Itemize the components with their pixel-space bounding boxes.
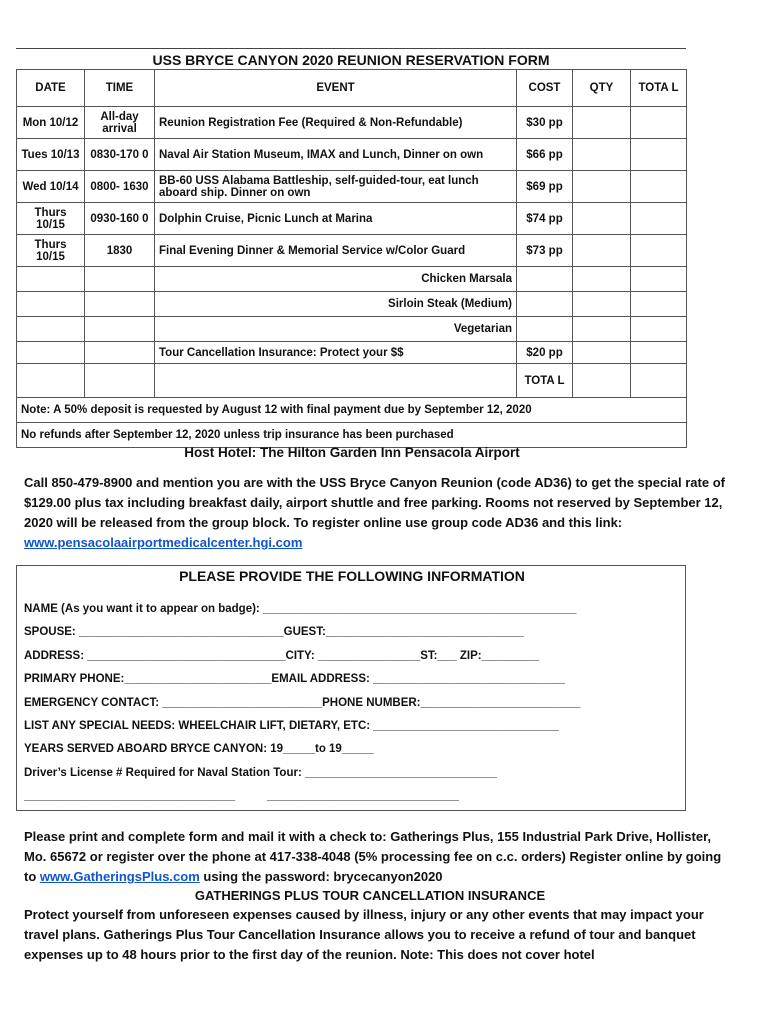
spouse-guest-field[interactable]: SPOUSE: ________________________________GUEST:_______________________________ bbox=[24, 626, 525, 638]
refund-note: No refunds after September 12, 2020 unless trip insurance has been purchased bbox=[17, 423, 687, 448]
top-rule bbox=[16, 48, 686, 49]
row-date: Thurs 10/15 bbox=[17, 235, 85, 267]
row-time: 0930-160 0 bbox=[85, 203, 155, 235]
total-cell[interactable] bbox=[631, 235, 687, 267]
header-event: EVENT bbox=[155, 70, 517, 107]
row-cost: $74 pp bbox=[517, 203, 573, 235]
meal-option-row bbox=[17, 292, 687, 317]
table-row bbox=[17, 139, 687, 171]
qty-cell[interactable] bbox=[573, 235, 631, 267]
mail-paragraph bbox=[24, 827, 724, 887]
grand-total-label: TOTA L bbox=[517, 364, 573, 398]
insurance-paragraph: Protect yourself from unforeseen expenses caused by illness, injury or any other events that may impact your travel plans. Gatherings Plus Tour Cancellation Insurance allows you to receive a refund of tour and banquet expenses up to 48 hours prior to the first day of the reunion. Note: This does not cover hotel bbox=[24, 907, 704, 962]
meal-option-row bbox=[17, 317, 687, 342]
table-row bbox=[17, 203, 687, 235]
table-row bbox=[17, 107, 687, 139]
form-title: USS BRYCE CANYON 2020 REUNION RESERVATION FORM bbox=[152, 52, 550, 68]
row-time: All-day arrival bbox=[85, 107, 155, 139]
row-cost: $69 pp bbox=[517, 171, 573, 203]
header-qty: QTY bbox=[573, 70, 631, 107]
row-cost: $73 pp bbox=[517, 235, 573, 267]
qty-cell[interactable] bbox=[573, 292, 631, 317]
years-served-field[interactable]: YEARS SERVED ABOARD BRYCE CANYON: 19_____to 19_____ bbox=[24, 743, 374, 755]
grand-total-cell[interactable] bbox=[631, 364, 687, 398]
total-cell[interactable] bbox=[631, 139, 687, 171]
total-cell[interactable] bbox=[631, 107, 687, 139]
total-cell[interactable] bbox=[631, 292, 687, 317]
meal-option-row bbox=[17, 267, 687, 292]
reservation-table bbox=[16, 69, 687, 448]
meal-option: Sirloin Steak (Medium) bbox=[155, 292, 517, 317]
total-cell[interactable] bbox=[631, 171, 687, 203]
total-cell[interactable] bbox=[631, 203, 687, 235]
mail-text-2: using the password: brycecanyon2020 bbox=[199, 869, 443, 884]
mail-text: Please print and complete form and mail it with a check to: Gatherings Plus, 155 Industrial Park Drive, Hollister, Mo. 65672 or register over the phone at 417-338-4048 (5% processing fee on c.c. orders) Register online by going to bbox=[24, 829, 722, 884]
row-cost: $30 pp bbox=[517, 107, 573, 139]
row-event: Reunion Registration Fee (Required & Non-Refundable) bbox=[155, 107, 517, 139]
row-time: 0800- 1630 bbox=[85, 171, 155, 203]
total-cell[interactable] bbox=[631, 342, 687, 364]
row-date: Thurs 10/15 bbox=[17, 203, 85, 235]
hotel-heading: Host Hotel: The Hilton Garden Inn Pensacola Airport bbox=[184, 445, 520, 460]
emergency-contact-field[interactable]: EMERGENCY CONTACT: _________________________PHONE NUMBER:_________________________ bbox=[24, 697, 581, 709]
row-cost: $66 pp bbox=[517, 139, 573, 171]
gatherings-link[interactable]: www.GatheringsPlus.com bbox=[39, 869, 200, 884]
phone-email-field[interactable]: PRIMARY PHONE:_______________________EMAIL ADDRESS: ______________________________ bbox=[24, 673, 565, 685]
row-time: 0830-170 0 bbox=[85, 139, 155, 171]
row-event: BB-60 USS Alabama Battleship, self-guided-tour, eat lunch aboard ship. Dinner on own bbox=[155, 171, 517, 203]
header-time: TIME bbox=[85, 70, 155, 107]
qty-cell[interactable] bbox=[573, 267, 631, 292]
name-field[interactable]: NAME (As you want it to appear on badge): _________________________________________________ bbox=[24, 603, 577, 615]
table-row bbox=[17, 171, 687, 203]
insurance-event: Tour Cancellation Insurance: Protect your $$ bbox=[155, 342, 517, 364]
total-cell[interactable] bbox=[631, 317, 687, 342]
qty-cell[interactable] bbox=[573, 317, 631, 342]
info-title: PLEASE PROVIDE THE FOLLOWING INFORMATION bbox=[179, 568, 525, 584]
hotel-text: Call 850-479-8900 and mention you are with the USS Bryce Canyon Reunion (code AD36) to get the special rate of $129.00 plus tax including breakfast daily, airport shuttle and free parking. Rooms not reserved by September 12, 2020 will be released from the group block. To register online use group code AD36 and this link: bbox=[24, 475, 725, 530]
row-event: Dolphin Cruise, Picnic Lunch at Marina bbox=[155, 203, 517, 235]
hotel-paragraph bbox=[24, 473, 734, 553]
address-field[interactable]: ADDRESS: _______________________________CITY: ________________ST:___ ZIP:_________ bbox=[24, 650, 540, 662]
table-header-row bbox=[17, 70, 687, 107]
qty-cell[interactable] bbox=[573, 139, 631, 171]
meal-option: Vegetarian bbox=[155, 317, 517, 342]
extra-lines-field[interactable]: _________________________________ ______________________________ bbox=[24, 790, 459, 802]
header-date: DATE bbox=[17, 70, 85, 107]
total-cell[interactable] bbox=[631, 267, 687, 292]
qty-cell[interactable] bbox=[573, 203, 631, 235]
qty-cell[interactable] bbox=[573, 171, 631, 203]
qty-cell[interactable] bbox=[573, 342, 631, 364]
row-date: Mon 10/12 bbox=[17, 107, 85, 139]
insurance-heading: GATHERINGS PLUS TOUR CANCELLATION INSURANCE bbox=[194, 888, 546, 903]
drivers-license-field[interactable]: Driver’s License # Required for Naval Station Tour: ______________________________ bbox=[24, 767, 497, 779]
header-total: TOTA L bbox=[631, 70, 687, 107]
row-time: 1830 bbox=[85, 235, 155, 267]
header-cost: COST bbox=[517, 70, 573, 107]
insurance-row bbox=[17, 342, 687, 364]
row-event: Naval Air Station Museum, IMAX and Lunch, Dinner on own bbox=[155, 139, 517, 171]
qty-cell[interactable] bbox=[573, 107, 631, 139]
deposit-note: Note: A 50% deposit is requested by August 12 with final payment due by September 12, 2020 bbox=[17, 398, 687, 423]
row-date: Wed 10/14 bbox=[17, 171, 85, 203]
deposit-note-row bbox=[17, 398, 687, 423]
special-needs-field[interactable]: LIST ANY SPECIAL NEEDS: WHEELCHAIR LIFT, DIETARY, ETC: _____________________________ bbox=[24, 720, 559, 732]
hotel-link[interactable]: www.pensacolaairportmedicalcenter.hgi.com bbox=[24, 535, 303, 550]
row-date: Tues 10/13 bbox=[17, 139, 85, 171]
table-row bbox=[17, 235, 687, 267]
insurance-cost: $20 pp bbox=[517, 342, 573, 364]
meal-option: Chicken Marsala bbox=[155, 267, 517, 292]
row-event: Final Evening Dinner & Memorial Service w/Color Guard bbox=[155, 235, 517, 267]
grand-total-row bbox=[17, 364, 687, 398]
